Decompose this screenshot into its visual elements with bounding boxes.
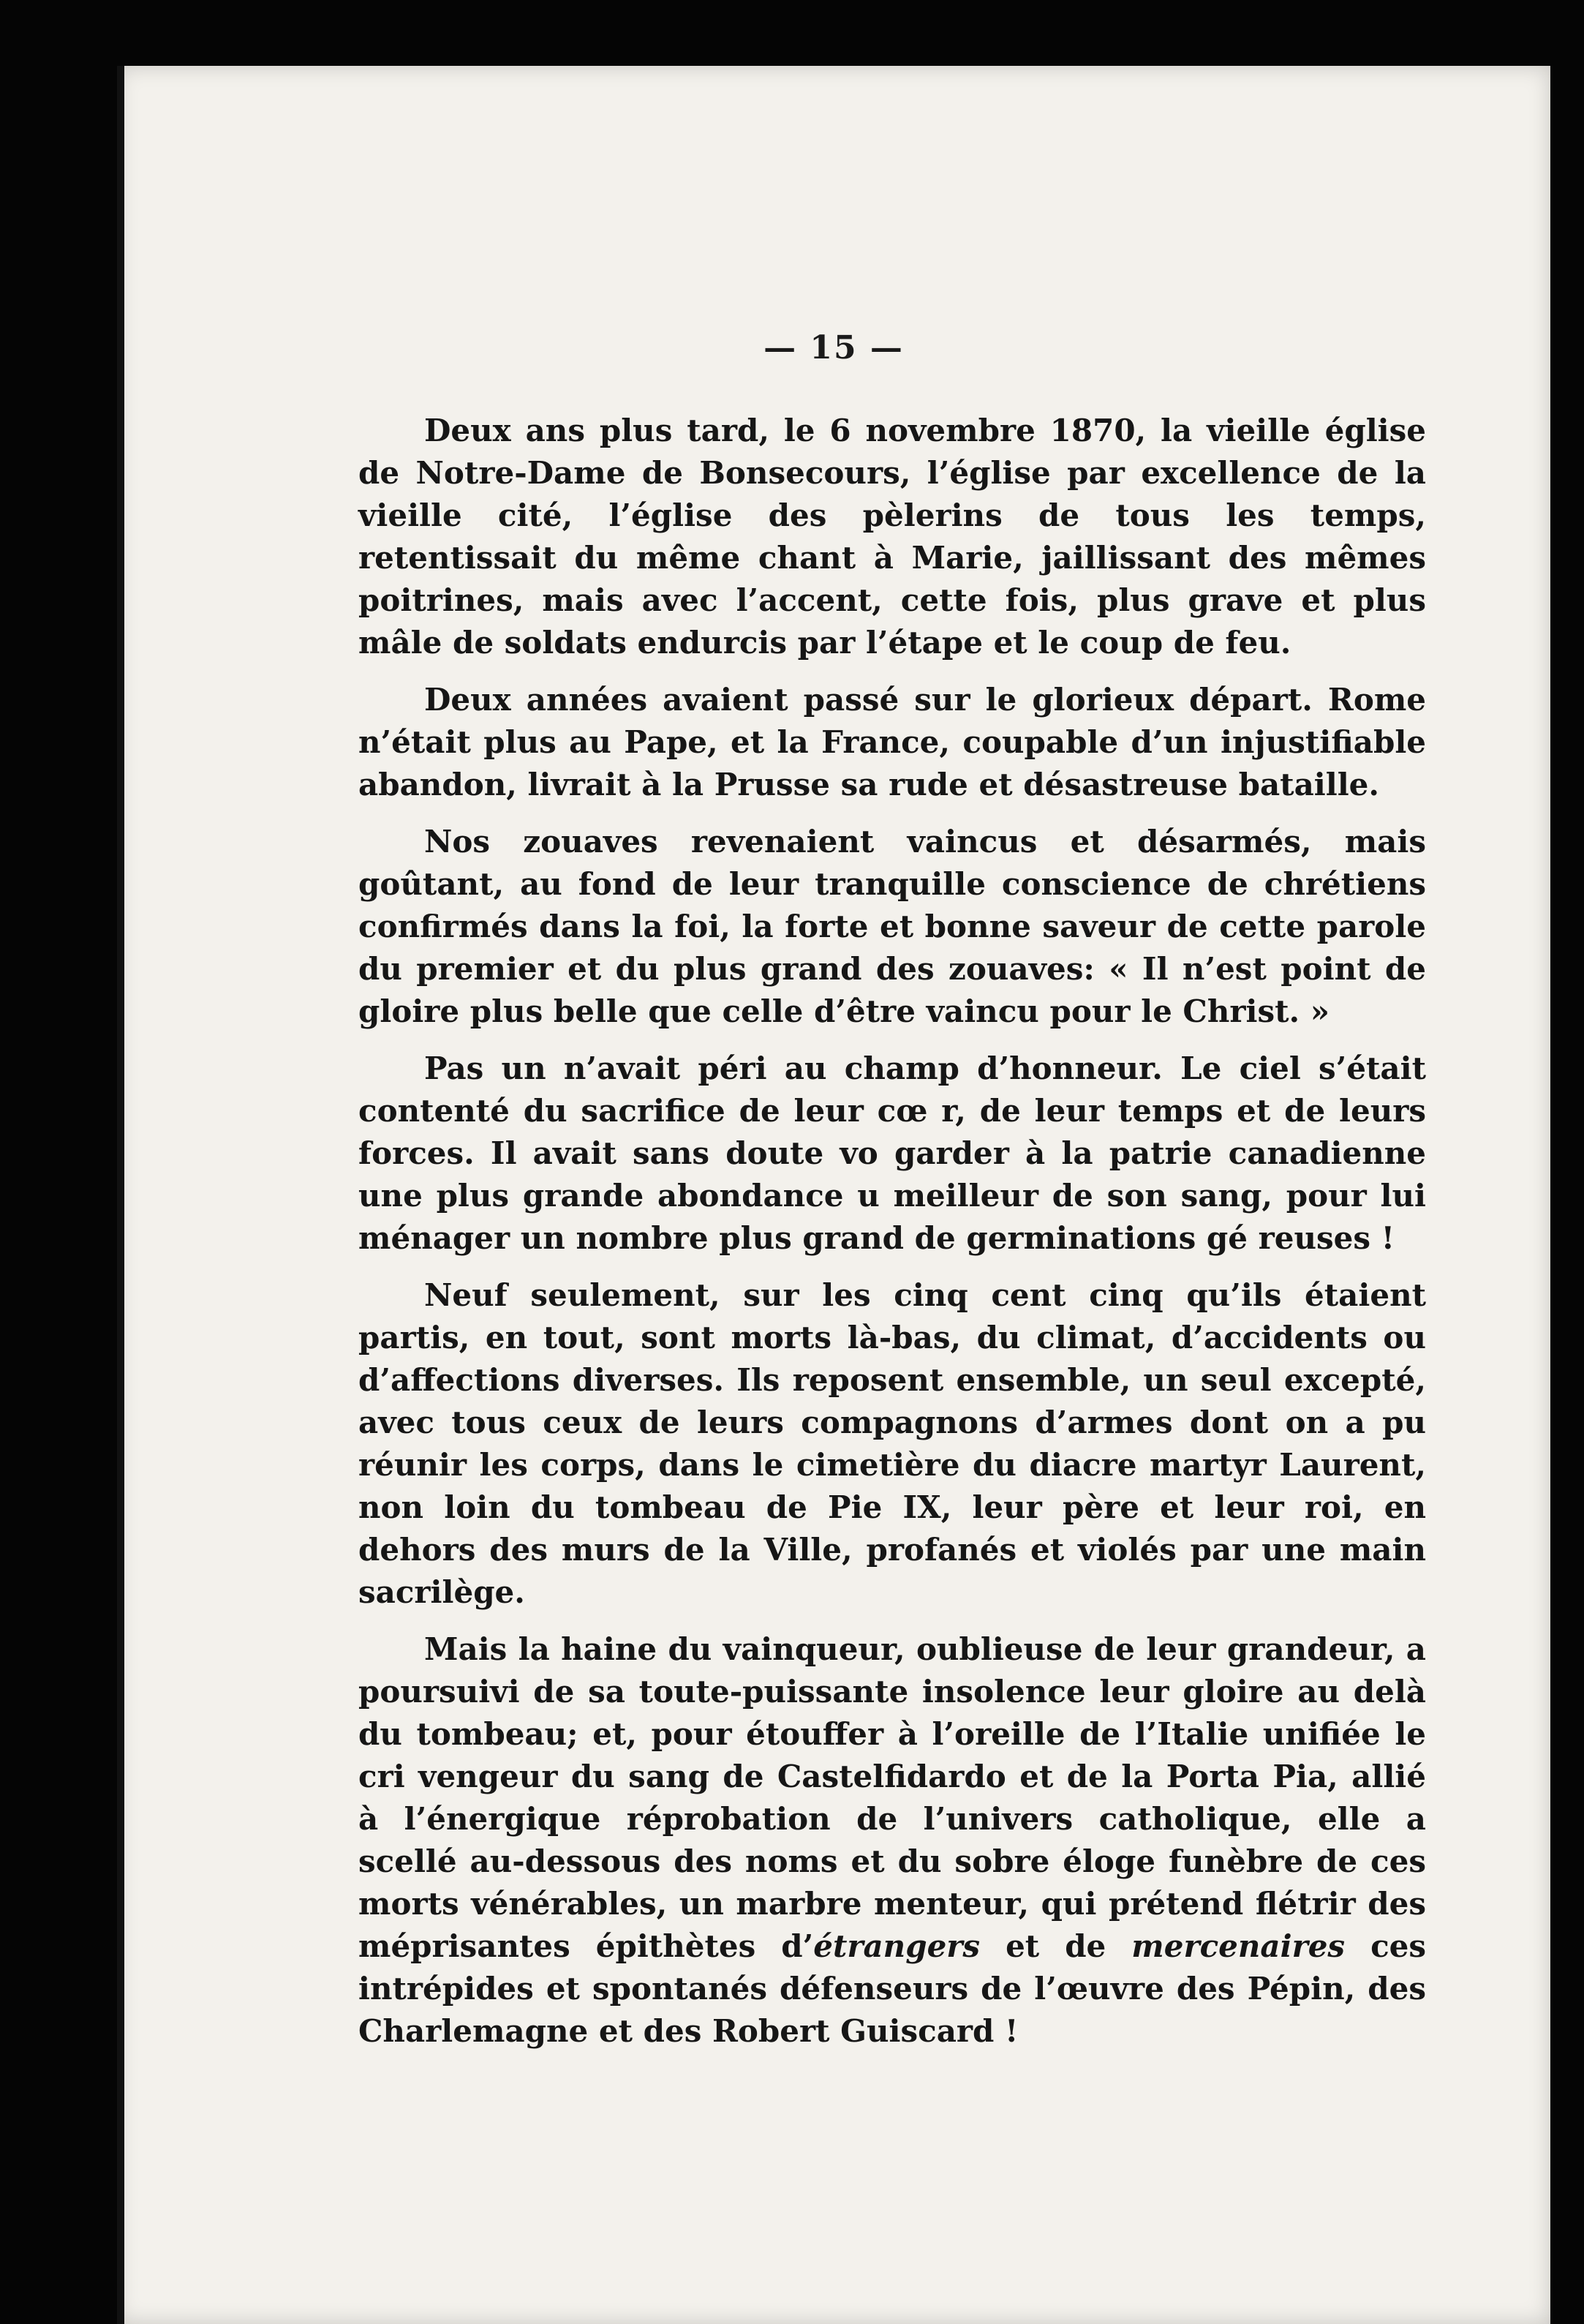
book-page [117,66,1550,2324]
paragraph-4: Pas un n’avait péri au champ d’honneur. Le ciel s’était contenté du sacrifice de leur cœ r, de leur temps et de leurs forces. Il avait sans doute vo garder à la patrie canadienne une plus grande abondance u meilleur de son sang, pour lui ménager un nombre plus grand de germinations gé reuses ! [358,1050,1426,1256]
paragraph-6 [358,1628,1426,2053]
paragraph-1: Deux ans plus tard, le 6 novembre 1870, la vieille église de Notre-Dame de Bonsecours, l’église par excellence de la vieille cité, l’église des pèlerins de tous les temps, retentissait du même chant à Marie, jaillissant des mêmes poitrines, mais avec l’accent, cette fois, plus grave et plus mâle de soldats endurcis par l’étape et le coup de feu. [358,413,1426,661]
page-gutter-edge [117,66,124,2324]
paragraph-3: Nos zouaves revenaient vaincus et désarmés, mais goûtant, au fond de leur tranquille conscience de chrétiens confirmés dans la foi, la forte et bonne saveur de cette parole du premier et du plus grand des zouaves: « Il n’est point de gloire plus belle que celle d’être vaincu pour le Christ. » [358,824,1426,1029]
paragraph-6-part-2: et de [980,1928,1132,1964]
paragraph-6-part-1: Mais la haine du vainqueur, oublieuse de leur grandeur, a poursuivi de sa toute-puissante insolence leur gloire au delà du tombeau; et, pour étouffer à l’oreille de l’Italie unifiée le cri vengeur du sang de Castelfidardo et de la Porta Pia, allié à l’énergique réprobation de l’univers catholique, elle a scellé au-dessous des noms et du sobre éloge funèbre de ces morts vénérables, un marbre menteur, qui prétend flétrir des méprisantes épithètes d’ [358,1631,1426,1964]
italic-word-mercenaires: mercenaires [1131,1928,1346,1964]
page-number: — 15 — [763,329,904,366]
italic-word-etrangers: étrangers [813,1928,981,1964]
paragraph-5: Neuf seulement, sur les cinq cent cinq qu’ils étaient partis, en tout, sont morts là-bas, du climat, d’accidents ou d’affections diverses. Ils reposent ensemble, un seul excepté, avec tous ceux de leurs compagnons d’armes dont on a pu réunir les corps, dans le cimetière du diacre martyr Laurent, non loin du tombeau de Pie IX, leur père et leur roi, en dehors des murs de la Ville, profanés et violés par une main sacrilège. [358,1277,1426,1610]
paragraph-2: Deux années avaient passé sur le glorieux départ. Rome n’était plus au Pape, et la France, coupable d’un injustifiable abandon, livrait à la Prusse sa rude et désastreuse bataille. [358,682,1426,802]
body-text [358,410,1426,2067]
paragraph-6-part-3: ces intrépides et spontanés défenseurs de l’œuvre des Pépin, des Charlemagne et des Robert Guiscard ! [358,1928,1427,2049]
